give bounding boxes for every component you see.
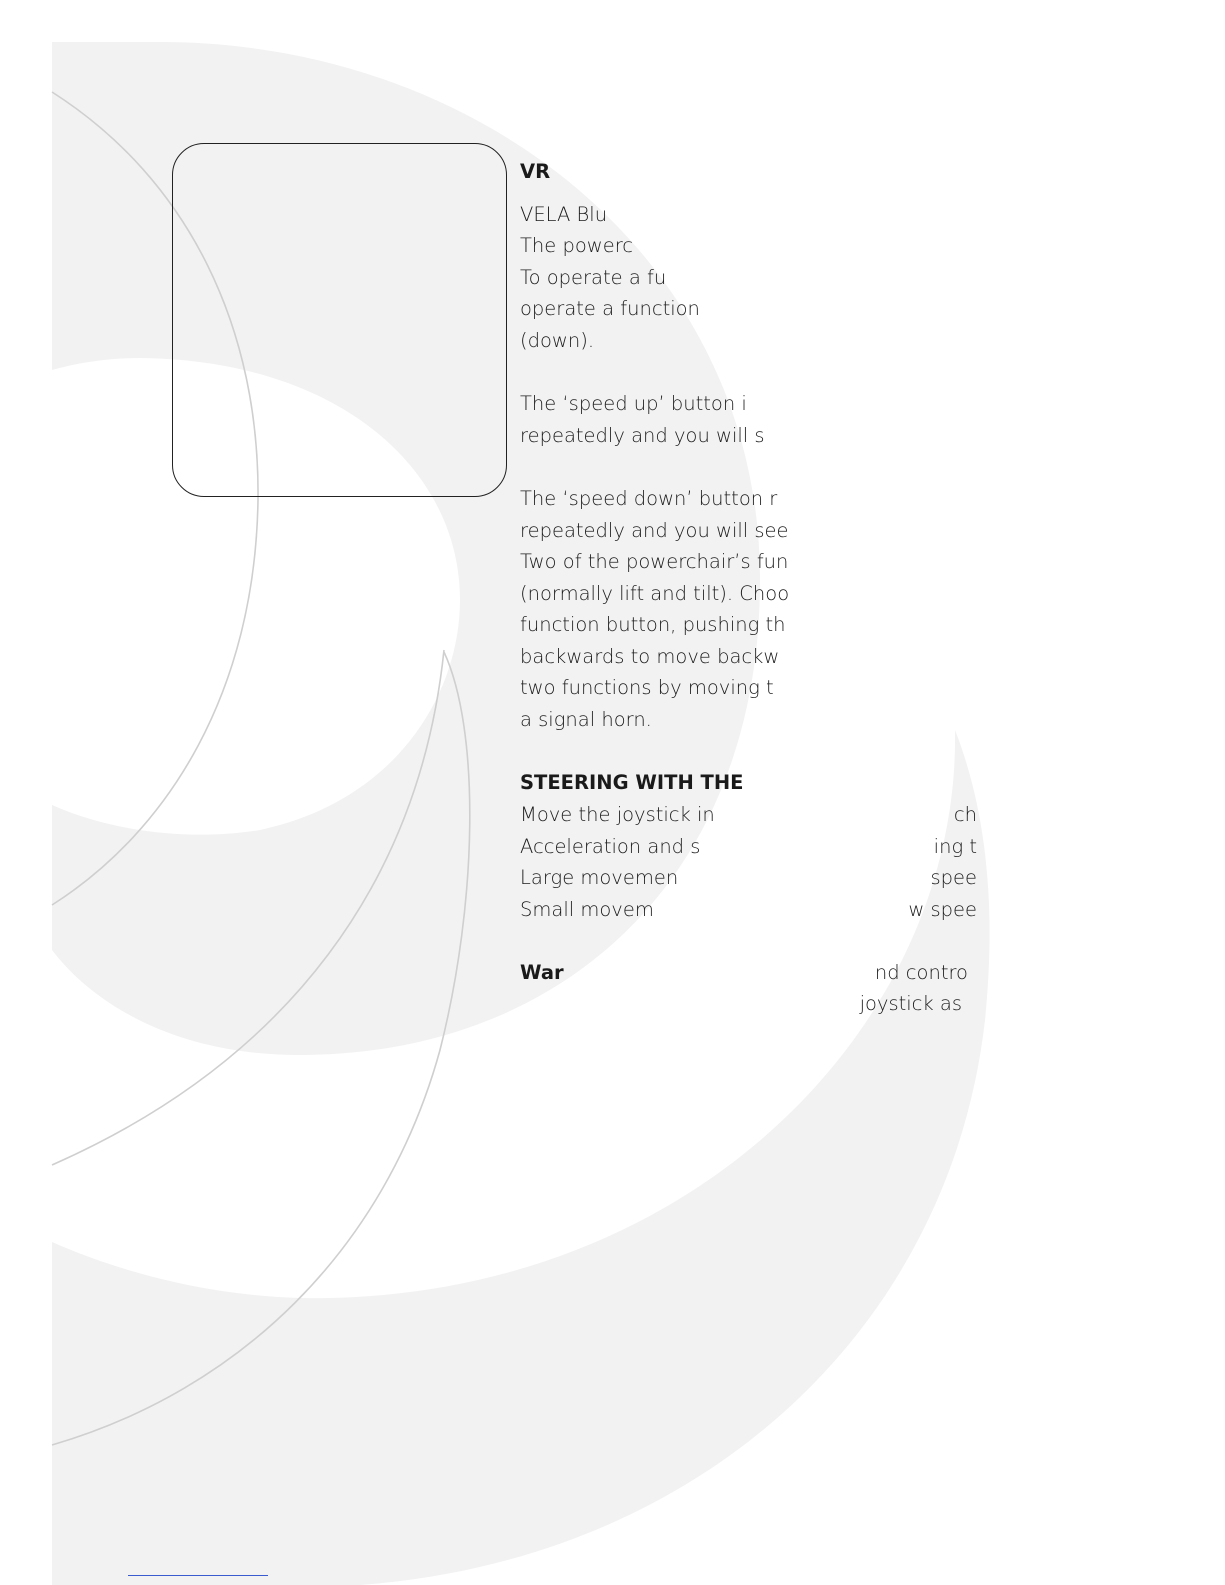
steering-line-left: Move the joystick in bbox=[520, 803, 715, 826]
steering-line-right: spee bbox=[930, 866, 977, 889]
paragraph-line: backwards to move backw bbox=[520, 645, 780, 668]
steering-line-right: w spee bbox=[908, 898, 977, 921]
paragraph-line: The ‘speed down’ button r bbox=[520, 487, 778, 510]
paragraph-line: (normally lift and tilt). Choo bbox=[520, 582, 790, 605]
paragraph-line: repeatedly and you will s bbox=[520, 424, 765, 447]
paragraph-line: To operate a fu bbox=[520, 266, 667, 289]
paragraph-line: repeatedly and you will see bbox=[520, 519, 789, 542]
steering-line-left: Acceleration and s bbox=[520, 835, 701, 858]
paragraph-line: Two of the powerchair’s fun bbox=[520, 550, 789, 573]
paragraph-line: The ‘speed up’ button i bbox=[520, 392, 747, 415]
warning-line-right: nd contro bbox=[874, 961, 968, 984]
footer-rule bbox=[128, 1575, 268, 1576]
steering-line-left: Large movemen bbox=[520, 866, 679, 889]
paragraph-line: a signal horn. bbox=[520, 708, 652, 731]
steering-line-right: ing t bbox=[933, 835, 977, 858]
paragraph-line: The powerc bbox=[520, 234, 634, 257]
steering-line-left: Small movem bbox=[520, 898, 654, 921]
paragraph-line: two functions by moving t bbox=[520, 676, 774, 699]
warning-label: War bbox=[520, 961, 564, 984]
section-heading-vr: VR bbox=[520, 160, 551, 183]
paragraph-line: (down). bbox=[520, 329, 595, 352]
warning-line-right: joystick as bbox=[859, 992, 962, 1015]
paragraph-line: operate a function bbox=[520, 297, 700, 320]
steering-line-right: ch bbox=[953, 803, 977, 826]
paragraph-line: VELA Blu bbox=[520, 203, 608, 226]
paragraph-line: function button, pushing th bbox=[520, 613, 786, 636]
section-heading-steering: STEERING WITH THE bbox=[520, 771, 744, 794]
